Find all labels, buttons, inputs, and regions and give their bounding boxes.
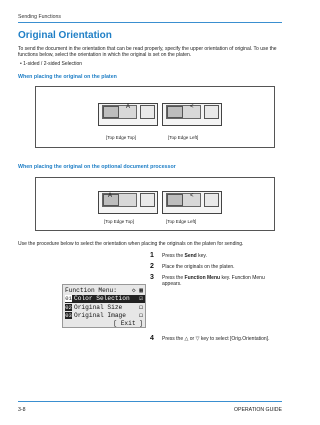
scanner-illustration-top: A (98, 99, 158, 126)
lcd-title-icons: ◇ ▦ (131, 287, 143, 294)
processor-illustration-top: A (98, 187, 158, 214)
intro-paragraph: To send the document in the orientation that can be read properly, specify the upper orientation of original. To use the functions below, select the orientation in which the original is set on the platen. (18, 46, 277, 59)
processor-figure (35, 177, 275, 231)
caption-processor-top: [Top Edge Top] (104, 219, 134, 224)
processor-illustration-left: < (162, 187, 222, 214)
procedure-intro: Use the procedure below to select the orientation when placing the originals on the platen for sending. (18, 241, 244, 247)
checked-icon: ☑ (139, 295, 143, 302)
box-icon: ◻ (139, 312, 143, 319)
processor-subhead: When placing the original on the optional document processor (18, 164, 176, 170)
lcd-function-menu (62, 284, 146, 328)
scanner-illustration-left: < (162, 99, 222, 126)
header-rule (18, 22, 282, 23)
page-number: 3-8 (18, 407, 26, 413)
section-title: Original Orientation (18, 30, 112, 41)
lcd-item-original-image[interactable]: 03 Original Image ◻ (65, 312, 143, 319)
lcd-title-row: Function Menu: ◇ ▦ (65, 287, 143, 294)
caption-top-edge-left: [Top Edge Left] (168, 135, 199, 140)
guide-name: OPERATION GUIDE (233, 407, 282, 413)
caption-top-edge-top: [Top Edge Top] (106, 135, 136, 140)
platen-subhead: When placing the original on the platen (18, 74, 117, 80)
footer-rule (18, 401, 282, 402)
platen-figure (35, 86, 275, 148)
lcd-exit[interactable]: [ Exit ] (113, 320, 143, 327)
lcd-item-color-selection[interactable]: 01 Color Selection ☑ (65, 295, 143, 302)
caption-processor-left: [Top Edge Left] (166, 219, 197, 224)
bullet-item: • 1-sided / 2-sided Selection (20, 61, 83, 67)
running-header: Sending Functions (18, 14, 61, 20)
box-icon: ◻ (139, 304, 143, 311)
lcd-item-original-size[interactable]: 02 Original Size ◻ (65, 304, 143, 311)
